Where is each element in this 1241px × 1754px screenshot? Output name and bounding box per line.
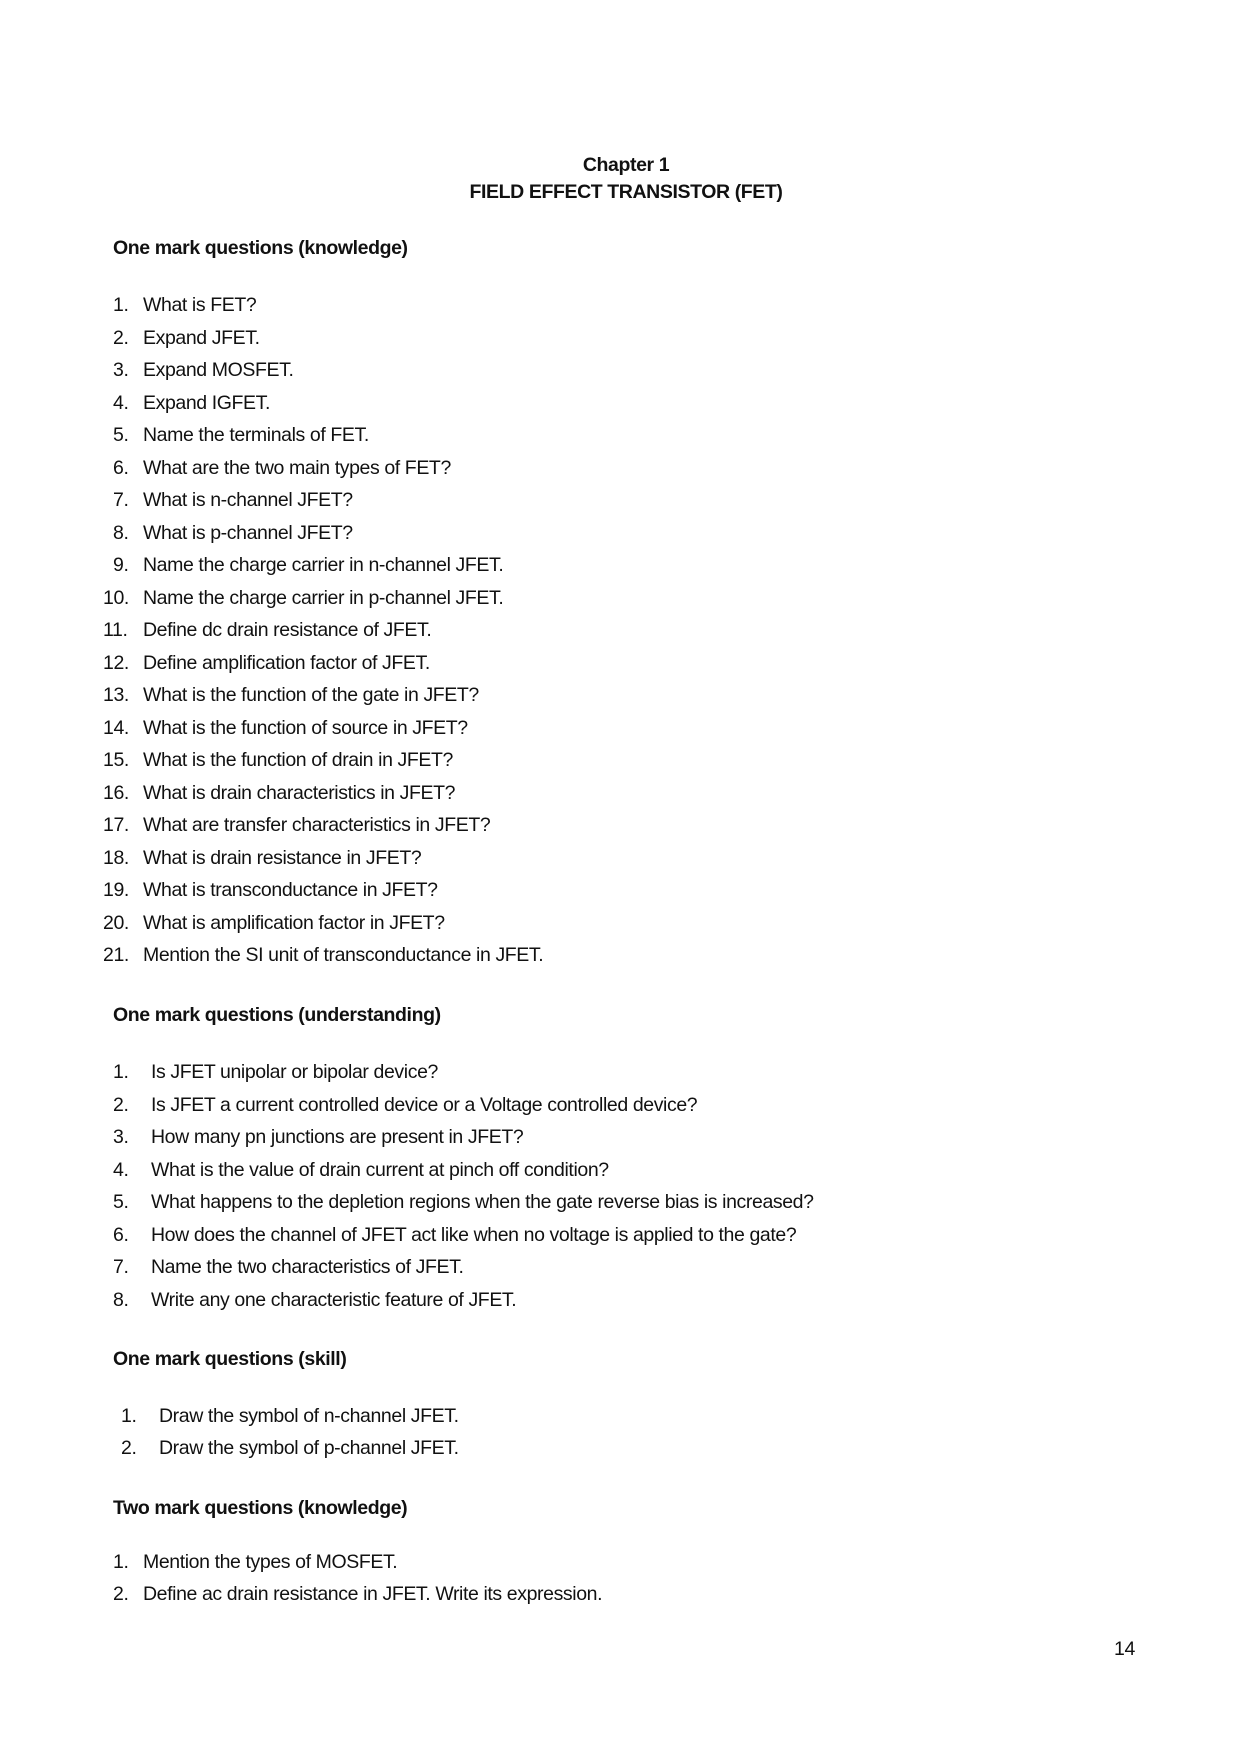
section-heading: One mark questions (understanding) xyxy=(113,1004,441,1026)
question-text: How many pn junctions are present in JFET? xyxy=(151,1126,524,1148)
question-text: Draw the symbol of p-channel JFET. xyxy=(159,1437,459,1460)
question-text: What happens to the depletion regions when the gate reverse bias is increased? xyxy=(151,1191,814,1213)
question-text: How does the channel of JFET act like when no voltage is applied to the gate? xyxy=(151,1223,797,1246)
question-text: What are the two main types of FET? xyxy=(143,456,451,479)
page-number: 14 xyxy=(1114,1638,1135,1660)
question-text: What is the value of drain current at pinch off condition? xyxy=(151,1158,609,1181)
section-heading: One mark questions (knowledge) xyxy=(113,237,408,259)
question-text: Expand IGFET. xyxy=(143,391,271,414)
item-number: 3. xyxy=(113,1126,129,1148)
question-text: Define dc drain resistance of JFET. xyxy=(143,619,432,641)
item-number: 10. xyxy=(103,586,129,609)
item-number: 20. xyxy=(103,911,129,934)
item-number: 13. xyxy=(103,684,129,706)
item-number: 17. xyxy=(103,814,129,836)
section-heading: Two mark questions (knowledge) xyxy=(113,1497,408,1519)
question-text: Define ac drain resistance in JFET. Write its expression. xyxy=(143,1583,603,1606)
item-number: 2. xyxy=(113,1093,129,1116)
question-text: Mention the types of MOSFET. xyxy=(143,1551,398,1573)
question-text: What is drain resistance in JFET? xyxy=(143,846,422,869)
question-text: What is amplification factor in JFET? xyxy=(143,911,445,934)
item-number: 8. xyxy=(113,1288,129,1311)
item-number: 19. xyxy=(103,879,129,901)
question-text: Define amplification factor of JFET. xyxy=(143,651,430,674)
item-number: 2. xyxy=(113,326,129,349)
item-number: 18. xyxy=(103,846,129,869)
question-text: What is the function of the gate in JFET? xyxy=(143,684,479,706)
item-number: 4. xyxy=(113,1158,129,1181)
chapter-title: FIELD EFFECT TRANSISTOR (FET) xyxy=(469,181,783,203)
question-text: Draw the symbol of n-channel JFET. xyxy=(159,1405,459,1427)
item-number: 6. xyxy=(113,1223,129,1246)
item-number: 14. xyxy=(103,716,129,739)
item-number: 1. xyxy=(113,1061,129,1083)
question-text: What is transconductance in JFET? xyxy=(143,879,438,901)
question-text: What is the function of source in JFET? xyxy=(143,716,468,739)
item-number: 7. xyxy=(113,1256,129,1278)
section-heading: One mark questions (skill) xyxy=(113,1348,347,1370)
item-number: 8. xyxy=(113,521,129,544)
item-number: 7. xyxy=(113,489,129,511)
item-number: 12. xyxy=(103,651,129,674)
question-text: Name the charge carrier in p-channel JFET. xyxy=(143,586,504,609)
item-number: 6. xyxy=(113,456,129,479)
question-text: What is drain characteristics in JFET? xyxy=(143,781,456,804)
item-number: 4. xyxy=(113,391,129,414)
question-text: Is JFET unipolar or bipolar device? xyxy=(151,1061,438,1083)
item-number: 3. xyxy=(113,359,129,381)
item-number: 15. xyxy=(103,749,129,771)
question-text: Expand MOSFET. xyxy=(143,359,294,381)
question-text: What are transfer characteristics in JFET? xyxy=(143,814,491,836)
chapter-label: Chapter 1 xyxy=(582,154,670,176)
item-number: 9. xyxy=(113,554,129,576)
item-number: 1. xyxy=(113,294,129,316)
item-number: 5. xyxy=(113,424,129,446)
item-number: 16. xyxy=(103,781,129,804)
question-text: Is JFET a current controlled device or a Voltage controlled device? xyxy=(151,1093,698,1116)
question-text: What is p-channel JFET? xyxy=(143,521,353,544)
question-text: What is n-channel JFET? xyxy=(143,489,353,511)
question-text: Expand JFET. xyxy=(143,326,260,349)
question-text: Mention the SI unit of transconductance in JFET. xyxy=(143,944,544,966)
item-number: 2. xyxy=(113,1583,129,1606)
item-number: 5. xyxy=(113,1191,129,1213)
question-text: Write any one characteristic feature of JFET. xyxy=(151,1288,517,1311)
question-text: What is the function of drain in JFET? xyxy=(143,749,453,771)
question-text: Name the terminals of FET. xyxy=(143,424,369,446)
item-number: 11. xyxy=(103,619,128,641)
question-text: Name the charge carrier in n-channel JFET. xyxy=(143,554,504,576)
item-number: 1. xyxy=(121,1405,137,1427)
question-text: What is FET? xyxy=(143,294,257,316)
item-number: 21. xyxy=(103,944,129,966)
item-number: 1. xyxy=(113,1551,129,1573)
item-number: 2. xyxy=(121,1437,137,1460)
question-text: Name the two characteristics of JFET. xyxy=(151,1256,464,1278)
